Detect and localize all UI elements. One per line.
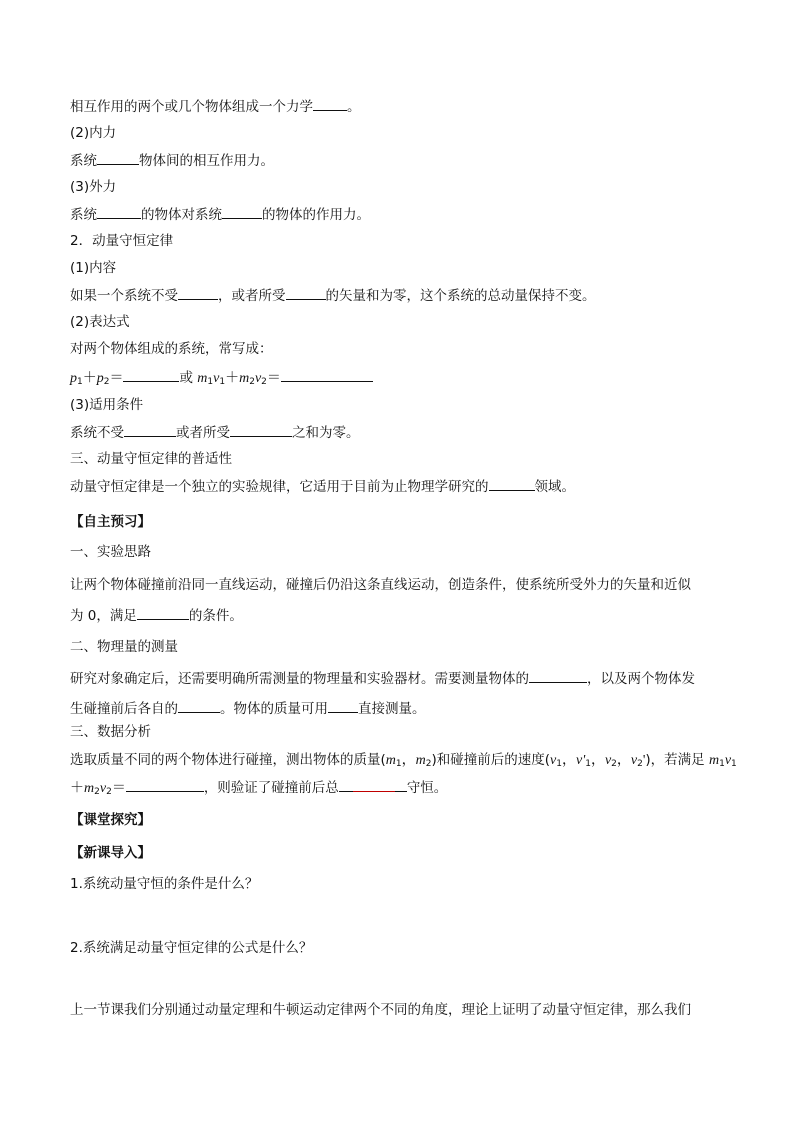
blank (126, 777, 204, 792)
heading-external-force: (3)外力 (70, 179, 117, 195)
heading-content: (1)内容 (70, 260, 117, 276)
line-content: 如果一个系统不受 ，或者所受 的矢量和为零，这个系统的总动量保持不变。 (70, 285, 596, 305)
heading-conditions: (3)适用条件 (70, 397, 144, 413)
line-measurement-2: 生碰撞前后各自的 。物体的质量可用 直接测量。 (70, 698, 426, 718)
line-intro: 上一节课我们分别通过动量定理和牛顿运动定律两个不同的角度，理论上证明了动量守恒定律，那么我们 (70, 1002, 691, 1018)
blank (313, 96, 347, 111)
question-2: 2.系统满足动量守恒定律的公式是什么？ (70, 940, 313, 956)
blank (286, 285, 326, 300)
blank (178, 285, 218, 300)
heading-internal-force: (2)内力 (70, 125, 117, 141)
line-exp-idea: 让两个物体碰撞前沿同一直线运动，碰撞后仍沿这条直线运动，创造条件，使系统所受外力的矢量和近似 (70, 577, 691, 593)
heading-law: 2．动量守恒定律 (70, 233, 174, 249)
blank (395, 777, 407, 792)
heading-data-analysis: 三、数据分析 (70, 724, 151, 740)
blank (281, 367, 373, 382)
blank (137, 605, 189, 620)
blank (529, 668, 587, 683)
line-measurement: 研究对象确定后，还需要明确所需测量的物理量和实验器材。需要测量物体的 ，以及两个物体发 (70, 668, 695, 688)
blank (97, 150, 139, 165)
line-system-def: 相互作用的两个或几个物体组成一个力学 。 (70, 96, 361, 116)
line-universality: 动量守恒定律是一个独立的实验规律，它适用于目前为止物理学研究的 领域。 (70, 476, 575, 496)
heading-class-explore: 【课堂探究】 (70, 812, 151, 828)
line-expression-intro: 对两个物体组成的系统，常写成： (70, 341, 273, 357)
line-exp-idea-2: 为 0，满足 的条件。 (70, 605, 243, 625)
formula-line: $p_1+p_2=$ 或 $m_1v_1+m_2v_2=$ (70, 367, 373, 387)
blank (230, 422, 292, 437)
line-external-force: 系统 的物体对系统 的物体的作用力。 (70, 204, 370, 224)
line-internal-force: 系统 物体间的相互作用力。 (70, 150, 274, 170)
heading-universality: 三、动量守恒定律的普适性 (70, 451, 232, 467)
line-conditions: 系统不受 或者所受 之和为零。 (70, 422, 360, 442)
blank (328, 698, 358, 713)
heading-self-preview: 【自主预习】 (70, 514, 151, 530)
blank (97, 204, 141, 219)
blank (353, 777, 395, 792)
heading-exp-idea: 一、实验思路 (70, 544, 151, 560)
question-1: 1.系统动量守恒的条件是什么？ (70, 876, 259, 892)
blank (339, 777, 353, 792)
heading-new-lesson: 【新课导入】 (70, 845, 151, 861)
blank (123, 367, 179, 382)
heading-measurement: 二、物理量的测量 (70, 639, 178, 655)
blank (489, 476, 535, 491)
blank (178, 698, 220, 713)
text: 相互作用的两个或几个物体组成一个力学 (70, 99, 313, 115)
line-data-analysis-2: $+m_2v_2=$ ，则验证了碰撞前后总 守恒。 (70, 777, 447, 797)
heading-expression: (2)表达式 (70, 314, 130, 330)
blank (124, 422, 176, 437)
blank (222, 204, 262, 219)
line-data-analysis: 选取质量不同的两个物体进行碰撞，测出物体的质量($m_1$，$m_2$)和碰撞前后的速度($v_1$，$v'_1$，$v_2$，$v_2'$)，若满足 $m_1v_1$ (70, 752, 737, 769)
